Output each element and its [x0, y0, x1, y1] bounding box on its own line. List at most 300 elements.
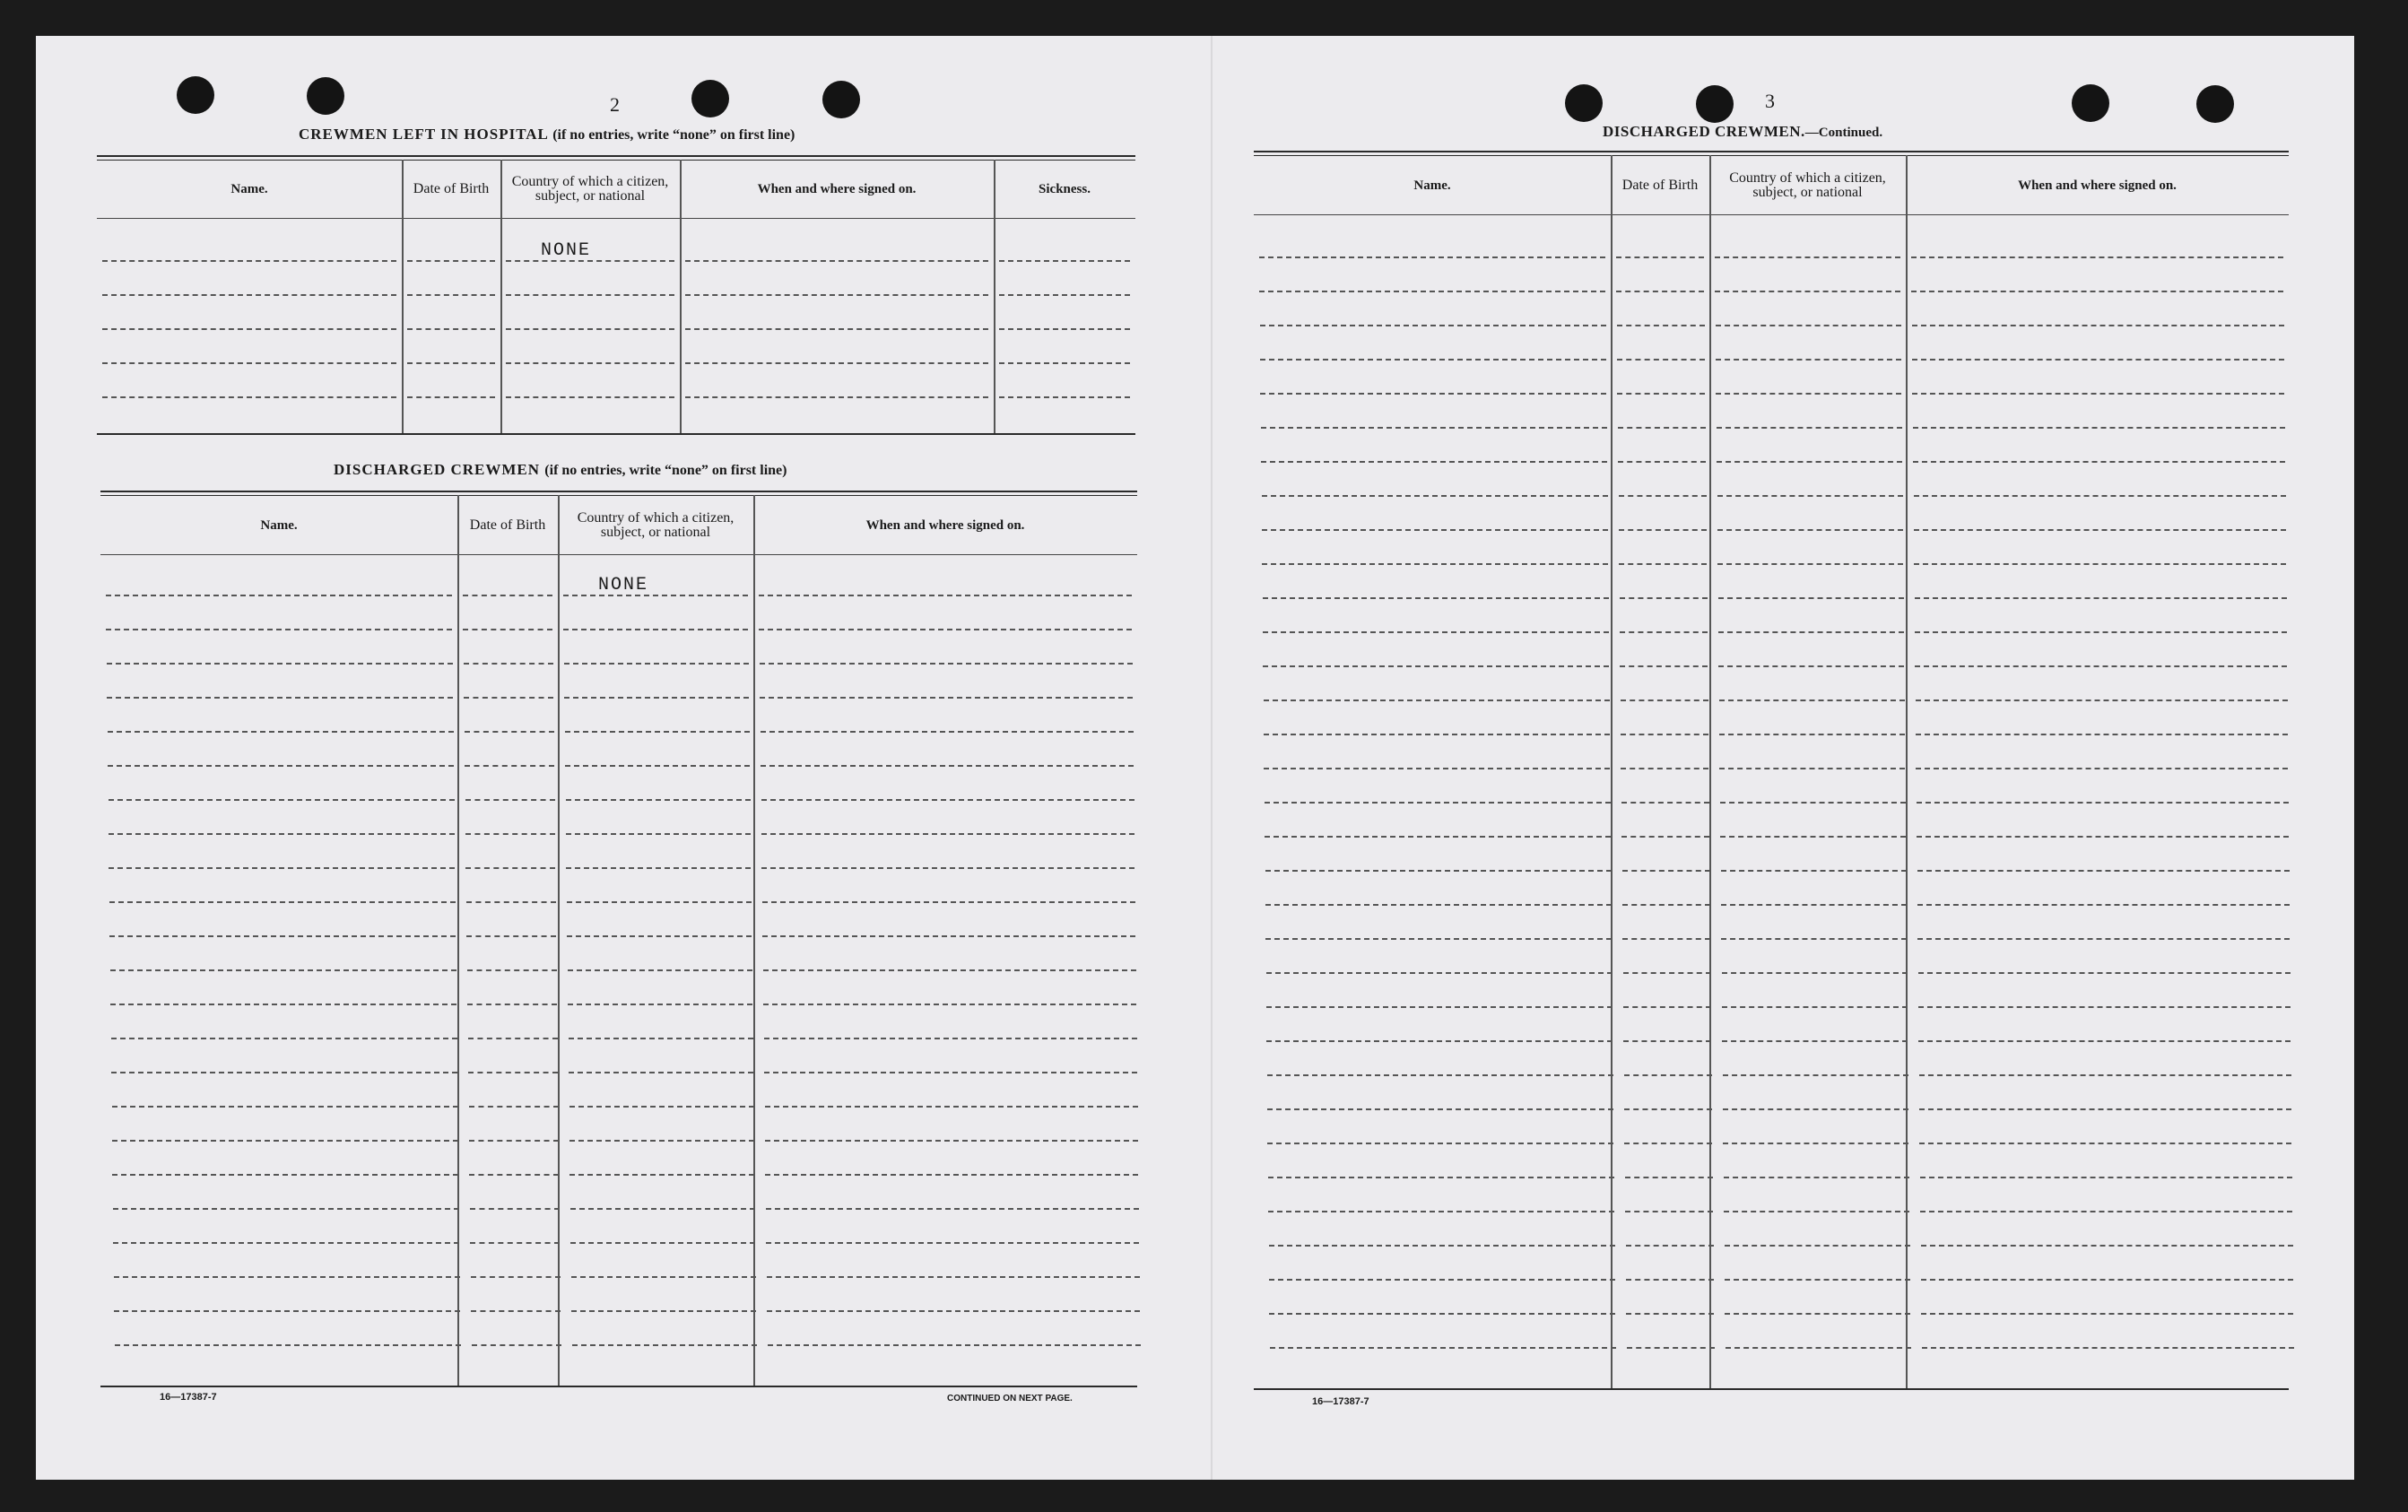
table-row-line	[767, 1276, 1140, 1278]
table-row-line	[1718, 665, 1904, 667]
table-row-line	[571, 1310, 756, 1312]
table-row-line	[1717, 495, 1903, 497]
table-row-line	[466, 901, 556, 903]
table-row-line	[469, 1174, 559, 1176]
table-row-line	[685, 328, 988, 330]
table-row-line	[109, 935, 456, 937]
table-row-line	[1269, 1279, 1615, 1281]
table-row-line	[1269, 1245, 1615, 1247]
table-row-line	[1726, 1347, 1911, 1349]
col-sickness-header: Sickness.	[1039, 182, 1091, 196]
table-row-line	[1618, 427, 1706, 429]
column-divider	[1611, 155, 1613, 1388]
table-top-rule	[1254, 155, 2289, 156]
table-row-line	[1911, 291, 2283, 292]
table-row-line	[1616, 256, 1704, 258]
table-row-line	[102, 362, 396, 364]
table-row-line	[1264, 768, 1610, 769]
table-row-line	[1721, 870, 1907, 872]
punch-hole	[2196, 85, 2234, 123]
col-birth-header: Date of Birth	[413, 181, 490, 196]
table-row-line	[1921, 1313, 2293, 1315]
table-row-line	[467, 969, 557, 971]
table-row-line	[463, 595, 552, 596]
table-row-line	[567, 901, 752, 903]
punch-hole	[2072, 84, 2109, 122]
table-row-line	[563, 629, 748, 630]
right-form-number: 16—17387-7	[1312, 1396, 1369, 1407]
table-row-line	[1620, 597, 1708, 599]
table-row-line	[763, 1004, 1136, 1005]
table-row-line	[465, 765, 554, 767]
table-row-line	[109, 799, 455, 801]
col-country-header: Country of which a citizen, subject, or national	[1729, 169, 1886, 200]
right-title	[1603, 123, 1882, 141]
table-row-line	[1723, 1143, 1908, 1144]
table-row-line	[1922, 1347, 2294, 1349]
table-row-line	[569, 1140, 754, 1142]
table-row-line	[765, 1140, 1138, 1142]
table-row-line	[1917, 802, 2289, 804]
table-row-line	[464, 663, 553, 665]
col-country-header: Country of which a citizen, subject, or national	[577, 509, 735, 540]
table-row-line	[111, 1038, 457, 1039]
table-row-line	[1719, 700, 1905, 701]
table-row-line	[102, 396, 396, 398]
table-row-line	[1913, 427, 2285, 429]
table-row-line	[571, 1276, 756, 1278]
table-row-line	[685, 362, 988, 364]
table-row-line	[1717, 461, 1902, 463]
table-row-line	[1619, 563, 1707, 565]
table-row-line	[1916, 700, 2288, 701]
table-row-line	[465, 833, 555, 835]
continued-note: CONTINUED ON NEXT PAGE.	[947, 1394, 1073, 1403]
table-row-line	[1621, 734, 1708, 735]
table-row-line	[1915, 597, 2287, 599]
table-row-line	[1622, 904, 1710, 906]
hospital-title	[299, 126, 795, 143]
table-row-line	[1622, 938, 1710, 940]
table-row-line	[1719, 734, 1905, 735]
table-row-line	[766, 1208, 1139, 1210]
table-top-rule	[1254, 151, 2289, 152]
table-row-line	[464, 697, 553, 699]
table-row-line	[467, 1004, 557, 1005]
punch-hole	[822, 81, 860, 118]
table-row-line	[759, 595, 1132, 596]
table-row-line	[999, 396, 1130, 398]
table-row-line	[999, 294, 1130, 296]
col-country-header: Country of which a citizen, subject, or national	[511, 174, 669, 204]
table-row-line	[468, 1038, 558, 1039]
table-row-line	[107, 697, 453, 699]
table-row-line	[1918, 1006, 2291, 1008]
table-row-line	[1622, 870, 1710, 872]
table-row-line	[1918, 1040, 2291, 1042]
table-row-line	[471, 1310, 561, 1312]
table-row-line	[1722, 972, 1908, 974]
header-divider	[100, 554, 1137, 555]
right-page-number: 3	[1765, 90, 1775, 112]
table-row-line	[1620, 665, 1708, 667]
table-row-line	[1722, 1040, 1908, 1042]
table-row-line	[1920, 1211, 2292, 1212]
table-top-rule	[97, 155, 1135, 157]
table-row-line	[1716, 325, 1901, 326]
table-row-line	[766, 1242, 1139, 1244]
table-row-line	[1260, 359, 1606, 361]
punch-hole	[1696, 85, 1734, 123]
table-row-line	[1617, 393, 1705, 395]
table-row-line	[567, 935, 752, 937]
table-bottom-rule	[1254, 1388, 2289, 1390]
table-row-line	[1263, 631, 1609, 633]
table-row-line	[407, 260, 495, 262]
table-row-line	[407, 328, 495, 330]
table-row-line	[1917, 870, 2290, 872]
table-row-line	[1262, 495, 1608, 497]
table-row-line	[1721, 904, 1907, 906]
table-row-line	[108, 765, 454, 767]
table-row-line	[1265, 938, 1612, 940]
table-row-line	[1911, 256, 2283, 258]
table-row-line	[1268, 1177, 1614, 1178]
table-row-line	[1619, 495, 1707, 497]
table-row-line	[570, 1242, 755, 1244]
left-page-number: 2	[610, 93, 620, 116]
table-row-line	[472, 1344, 561, 1346]
table-row-line	[1616, 291, 1704, 292]
table-row-line	[1921, 1245, 2293, 1247]
table-row-line	[1721, 938, 1907, 940]
table-row-line	[1265, 836, 1611, 838]
table-row-line	[1717, 427, 1902, 429]
table-row-line	[767, 1310, 1140, 1312]
table-row-line	[1623, 972, 1711, 974]
table-row-line	[1725, 1313, 1910, 1315]
table-row-line	[1270, 1347, 1616, 1349]
table-row-line	[761, 799, 1134, 801]
table-row-line	[1915, 631, 2287, 633]
table-row-line	[1264, 700, 1610, 701]
table-row-line	[1912, 393, 2284, 395]
table-row-line	[1617, 359, 1705, 361]
table-row-line	[999, 260, 1130, 262]
table-row-line	[1921, 1279, 2293, 1281]
table-row-line	[1623, 1040, 1711, 1042]
table-row-line	[465, 867, 555, 869]
table-row-line	[685, 396, 988, 398]
table-row-line	[102, 260, 396, 262]
table-row-line	[106, 629, 452, 630]
table-row-line	[1266, 972, 1613, 974]
table-row-line	[1626, 1313, 1714, 1315]
table-row-line	[1626, 1279, 1714, 1281]
table-row-line	[1917, 938, 2290, 940]
table-row-line	[1621, 700, 1708, 701]
table-row-line	[1263, 597, 1609, 599]
table-row-line	[761, 765, 1134, 767]
table-row-line	[762, 901, 1135, 903]
col-signed-header: When and where signed on.	[2018, 178, 2177, 193]
table-row-line	[407, 396, 495, 398]
table-row-line	[1623, 1006, 1711, 1008]
hospital-title-text: CREWMEN LEFT IN HOSPITAL	[299, 126, 548, 143]
table-row-line	[1625, 1177, 1713, 1178]
table-row-line	[764, 1038, 1137, 1039]
table-row-line	[1259, 256, 1605, 258]
table-row-line	[1624, 1074, 1712, 1076]
table-row-line	[1920, 1177, 2292, 1178]
table-row-line	[1262, 563, 1608, 565]
punch-hole	[307, 77, 344, 115]
table-row-line	[102, 328, 396, 330]
table-row-line	[765, 1106, 1138, 1108]
col-name-header: Name.	[260, 517, 298, 533]
table-row-line	[1720, 802, 1906, 804]
table-bottom-rule	[100, 1386, 1137, 1387]
table-row-line	[1914, 563, 2286, 565]
table-row-line	[1618, 461, 1706, 463]
table-row-line	[1916, 734, 2288, 735]
table-row-line	[1915, 665, 2287, 667]
table-row-line	[1725, 1245, 1910, 1247]
table-row-line	[102, 294, 396, 296]
table-row-line	[1268, 1211, 1614, 1212]
table-row-line	[1723, 1108, 1908, 1110]
punch-hole	[177, 76, 214, 114]
right-title-text: DISCHARGED CREWMEN.	[1603, 123, 1805, 140]
table-row-line	[1265, 904, 1612, 906]
column-divider	[1709, 155, 1711, 1388]
table-row-line	[1267, 1143, 1613, 1144]
col-name-header: Name.	[230, 182, 268, 196]
table-row-line	[1718, 631, 1904, 633]
table-row-line	[506, 294, 674, 296]
table-row-line	[1718, 597, 1904, 599]
table-row-line	[1627, 1347, 1715, 1349]
table-row-line	[1624, 1108, 1712, 1110]
discharged-title	[334, 461, 787, 479]
table-row-line	[565, 731, 750, 733]
table-row-line	[1716, 359, 1901, 361]
col-birth-header: Date of Birth	[469, 517, 546, 533]
table-row-line	[565, 765, 750, 767]
table-row-line	[407, 362, 495, 364]
header-divider	[97, 218, 1135, 219]
table-row-line	[566, 799, 751, 801]
table-row-line	[109, 867, 455, 869]
table-entry-value: NONE	[598, 575, 649, 595]
table-row-line	[1262, 529, 1608, 531]
col-name-header: Name.	[1413, 178, 1451, 193]
table-row-line	[760, 697, 1133, 699]
punch-hole	[691, 80, 729, 117]
table-row-line	[569, 1174, 754, 1176]
table-row-line	[1717, 563, 1903, 565]
table-row-line	[109, 901, 456, 903]
table-row-line	[1715, 256, 1900, 258]
table-row-line	[1715, 291, 1900, 292]
table-row-line	[563, 595, 748, 596]
table-row-line	[465, 731, 554, 733]
table-row-line	[1625, 1211, 1713, 1212]
table-row-line	[1917, 904, 2290, 906]
table-row-line	[470, 1242, 560, 1244]
table-row-line	[761, 833, 1134, 835]
table-row-line	[1260, 393, 1606, 395]
table-row-line	[1263, 665, 1609, 667]
right-title-suffix: —Continued.	[1804, 126, 1883, 140]
table-row-line	[107, 663, 453, 665]
table-row-line	[764, 1072, 1137, 1073]
table-row-line	[1620, 631, 1708, 633]
discharged-title-note: (if no entries, write “none” on first line)	[544, 463, 787, 478]
discharged-title-text: DISCHARGED CREWMEN	[334, 461, 541, 478]
table-row-line	[1266, 1040, 1613, 1042]
table-row-line	[568, 1004, 752, 1005]
table-row-line	[506, 328, 674, 330]
table-row-line	[1261, 461, 1607, 463]
table-row-line	[570, 1208, 755, 1210]
table-row-line	[1269, 1313, 1615, 1315]
col-signed-header: When and where signed on.	[757, 182, 917, 196]
table-row-line	[999, 328, 1130, 330]
col-birth-header: Date of Birth	[1621, 177, 1699, 193]
table-row-line	[569, 1038, 753, 1039]
table-row-line	[110, 1004, 456, 1005]
table-row-line	[1267, 1108, 1613, 1110]
table-row-line	[106, 595, 452, 596]
table-row-line	[572, 1344, 757, 1346]
table-row-line	[466, 935, 556, 937]
table-row-line	[470, 1208, 560, 1210]
table-row-line	[108, 731, 454, 733]
table-row-line	[1914, 529, 2286, 531]
left-form-number: 16—17387-7	[160, 1392, 217, 1403]
table-row-line	[112, 1140, 458, 1142]
table-row-line	[1264, 734, 1610, 735]
table-bottom-rule	[97, 433, 1135, 435]
table-row-line	[115, 1344, 461, 1346]
table-row-line	[1919, 1108, 2291, 1110]
table-row-line	[1619, 529, 1707, 531]
page-fold	[1211, 36, 1213, 1480]
table-row-line	[1724, 1211, 1909, 1212]
table-row-line	[109, 833, 455, 835]
table-row-line	[1724, 1177, 1909, 1178]
table-row-line	[569, 1072, 753, 1073]
table-row-line	[1621, 768, 1708, 769]
table-row-line	[1266, 1006, 1613, 1008]
table-row-line	[1617, 325, 1705, 326]
column-divider	[1906, 155, 1908, 1388]
punch-hole	[1565, 84, 1603, 122]
column-divider	[558, 495, 560, 1386]
table-row-line	[463, 629, 552, 630]
table-row-line	[113, 1242, 459, 1244]
table-entry-value: NONE	[541, 240, 592, 261]
table-row-line	[114, 1276, 460, 1278]
table-row-line	[685, 260, 988, 262]
table-row-line	[1265, 870, 1612, 872]
table-row-line	[1919, 1074, 2291, 1076]
table-row-line	[566, 867, 751, 869]
table-row-line	[761, 731, 1134, 733]
table-row-line	[1621, 836, 1709, 838]
table-row-line	[1260, 325, 1606, 326]
table-row-line	[1259, 291, 1605, 292]
table-row-line	[1626, 1245, 1714, 1247]
column-divider	[753, 495, 755, 1386]
table-row-line	[759, 629, 1132, 630]
table-row-line	[469, 1106, 559, 1108]
table-row-line	[113, 1208, 459, 1210]
table-row-line	[1717, 529, 1903, 531]
table-row-line	[1723, 1074, 1908, 1076]
table-row-line	[761, 867, 1134, 869]
table-row-line	[1913, 461, 2285, 463]
table-row-line	[1624, 1143, 1712, 1144]
table-row-line	[1919, 1143, 2291, 1144]
table-row-line	[1912, 359, 2284, 361]
table-row-line	[760, 663, 1133, 665]
table-row-line	[469, 1140, 559, 1142]
table-row-line	[768, 1344, 1141, 1346]
table-row-line	[685, 294, 988, 296]
table-row-line	[1914, 495, 2286, 497]
table-row-line	[564, 697, 749, 699]
table-row-line	[468, 1072, 558, 1073]
table-row-line	[1261, 427, 1607, 429]
table-row-line	[471, 1276, 561, 1278]
table-row-line	[506, 396, 674, 398]
table-row-line	[1267, 1074, 1613, 1076]
document-sheet	[36, 36, 2354, 1480]
table-row-line	[114, 1310, 460, 1312]
table-row-line	[765, 1174, 1138, 1176]
table-row-line	[1725, 1279, 1910, 1281]
table-top-rule	[100, 495, 1137, 496]
table-row-line	[566, 833, 751, 835]
table-top-rule	[97, 160, 1135, 161]
table-row-line	[569, 1106, 754, 1108]
table-row-line	[111, 1072, 457, 1073]
table-row-line	[112, 1174, 458, 1176]
table-row-line	[1265, 802, 1611, 804]
table-row-line	[1716, 393, 1901, 395]
table-row-line	[762, 935, 1135, 937]
table-row-line	[1918, 972, 2291, 974]
table-row-line	[568, 969, 752, 971]
table-row-line	[1722, 1006, 1908, 1008]
table-row-line	[465, 799, 555, 801]
table-row-line	[110, 969, 456, 971]
table-row-line	[1719, 768, 1905, 769]
header-divider	[1254, 214, 2289, 215]
table-row-line	[112, 1106, 458, 1108]
col-signed-header: When and where signed on.	[865, 517, 1025, 533]
table-row-line	[1917, 836, 2289, 838]
hospital-title-note: (if no entries, write “none” on first line)	[552, 127, 795, 143]
table-row-line	[1912, 325, 2284, 326]
table-row-line	[1916, 768, 2288, 769]
table-row-line	[999, 362, 1130, 364]
table-row-line	[564, 663, 749, 665]
table-top-rule	[100, 491, 1137, 492]
column-divider	[457, 495, 459, 1386]
